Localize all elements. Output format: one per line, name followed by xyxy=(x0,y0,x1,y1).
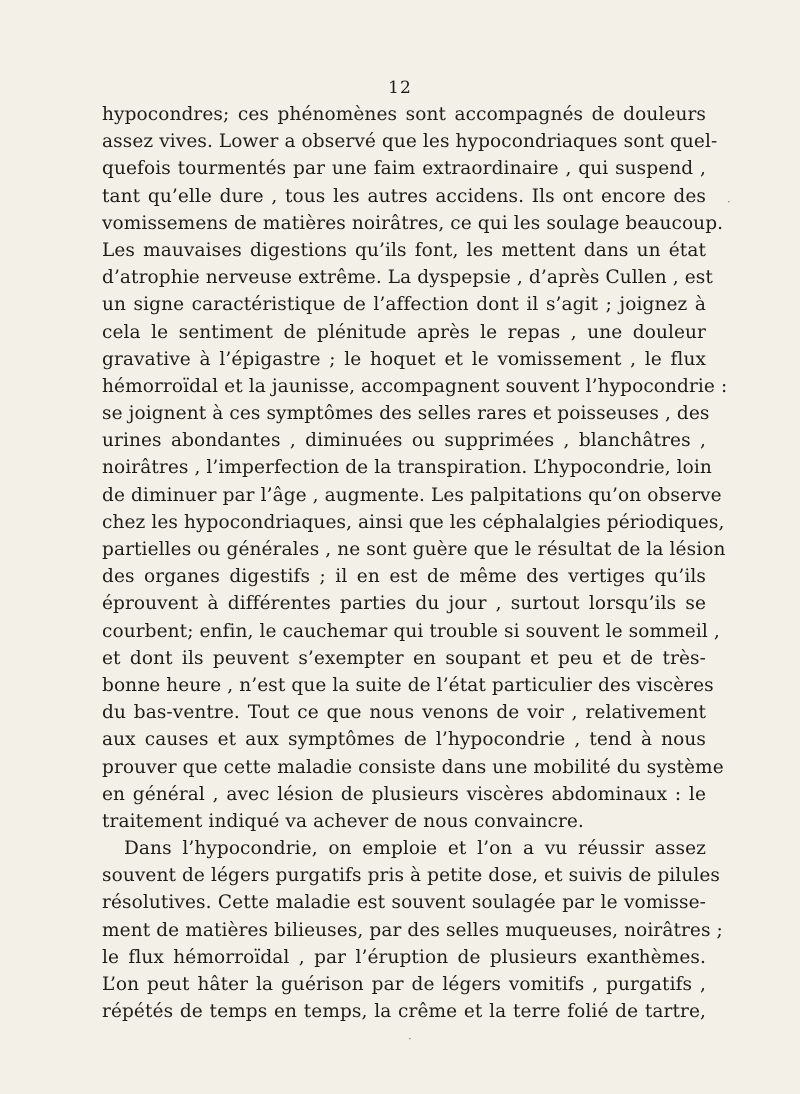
text-line: bonne heure , n’est que la suite de l’état particulier des viscères xyxy=(102,674,714,696)
text-line: noirâtres , l’imperfection de la transpiration. L’hypocondrie, loin xyxy=(102,457,712,479)
text-line: se joignent à ces symptômes des selles rares et poisseuses , des xyxy=(102,403,710,425)
text-line: en général , avec lésion de plusieurs viscères abdominaux : le xyxy=(102,783,706,805)
text-line: ment de matières bilieuses, par des selles muqueuses, noirâtres ; xyxy=(102,919,723,941)
paper-speck: · xyxy=(408,1032,412,1046)
text-line: assez vives. Lower a observé que les hypocondriaques sont quel- xyxy=(102,131,718,153)
text-line: gravative à l’épigastre ; le hoquet et le vomissement , le flux xyxy=(102,348,706,370)
text-line: des organes digestifs ; il en est de même des vertiges qu’ils xyxy=(102,566,706,588)
text-line: hémorroïdal et la jaunisse, accompagnent souvent l’hypocondrie : xyxy=(102,375,728,397)
text-line: hypocondres; ces phénomènes sont accompagnés de douleurs xyxy=(102,104,706,125)
page-number: 12 xyxy=(388,78,412,98)
text-line: du bas-ventre. Tout ce que nous venons de voir , relativement xyxy=(102,702,706,724)
text-line: souvent de légers purgatifs pris à petite dose, et suivis de pilules xyxy=(102,865,720,887)
text-line: courbent; enfin, le cauchemar qui trouble si souvent le sommeil , xyxy=(102,620,720,642)
text-line: quefois tourmentés par une faim extraordinaire , qui suspend , xyxy=(102,158,706,180)
text-line: L’on peut hâter la guérison par de légers vomitifs , purgatifs , xyxy=(102,974,706,995)
paper-speck: · xyxy=(727,195,731,209)
text-line: de diminuer par l’âge , augmente. Les palpitations qu’on observe xyxy=(102,484,722,506)
text-line: un signe caractéristique de l’affection dont il s’agit ; joignez à xyxy=(102,294,706,316)
text-line: répétés de temps en temps, la crême et la terre folié de tartre, xyxy=(102,1001,706,1023)
text-line: traitement indiqué va achever de nous convaincre. xyxy=(102,810,584,832)
text-line: le flux hémorroïdal , par l’éruption de plusieurs exanthèmes. xyxy=(102,946,706,968)
text-line: urines abondantes , diminuées ou supprimées , blanchâtres , xyxy=(102,430,706,452)
text-line: tant qu’elle dure , tous les autres accidens. Ils ont encore des xyxy=(102,185,706,207)
text-line: cela le sentiment de plénitude après le repas , une douleur xyxy=(102,321,706,343)
text-line: d’atrophie nerveuse extrême. La dyspepsie , d’après Cullen , est xyxy=(102,267,713,289)
body-text xyxy=(102,101,728,1025)
text-line: et dont ils peuvent s’exempter en soupant et peu et de très- xyxy=(102,647,706,669)
text-line: chez les hypocondriaques, ainsi que les céphalalgies périodiques, xyxy=(102,511,725,533)
text-line: Les mauvaises digestions qu’ils font, les mettent dans un état xyxy=(102,239,706,261)
paragraph-start-line: Dans l’hypocondrie, on emploie et l’on a vu réussir assez xyxy=(124,838,706,860)
text-line: prouver que cette maladie consiste dans une mobilité du système xyxy=(102,756,724,778)
text-line: partielles ou générales , ne sont guère que le résultat de la lésion xyxy=(102,539,726,560)
text-line: aux causes et aux symptômes de l’hypocondrie , tend à nous xyxy=(102,729,706,751)
text-line: résolutives. Cette maladie est souvent soulagée par le vomisse- xyxy=(102,892,706,914)
text-line: vomissemens de matières noirâtres, ce qui les soulage beaucoup. xyxy=(102,212,724,234)
text-line: éprouvent à différentes parties du jour , surtout lorsqu’ils se xyxy=(102,593,706,615)
